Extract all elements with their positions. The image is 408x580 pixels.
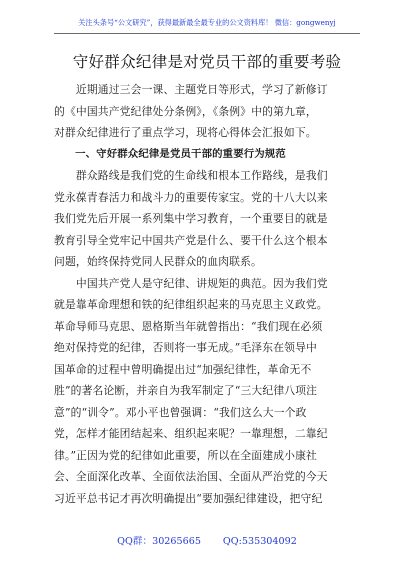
body-line: 革命导师马克思、恩格斯当年就曾指出：“我们现在必须: [54, 319, 323, 333]
footer-contact: [54, 536, 360, 548]
body-line: 胜”的著名论断，并亲自为我军制定了“三大纪律八项注: [54, 384, 318, 397]
body-line: 教育引导全党牢记中国共产党是什么、要干什么这个根本: [54, 233, 328, 247]
section-heading: 一、守好群众纪律是党员干部的重要行为规范: [54, 147, 286, 160]
body-line: 近期通过三会一课、主题党日等形式，学习了新修订: [54, 83, 328, 96]
body-line: 绝对保持党的纪律，否则将一事无成。”毛泽东在领导中: [54, 341, 317, 354]
document-body: [54, 79, 360, 509]
body-line: 律。”正因为党的纪律如此重要，所以在全面建成小康社: [54, 448, 317, 462]
body-line: 我们党先后开展一系列集中学习教育，一个重要目的就是: [54, 212, 328, 225]
body-line: 群众路线是我们党的生命线和根本工作路线，是我们: [54, 169, 328, 182]
footer-qq: QQ:535304092: [222, 536, 297, 547]
document-title: 守好群众纪律是对党员干部的重要考验: [72, 53, 342, 71]
footer-qq-group: QQ群：30265665: [117, 536, 201, 547]
body-line: 习近平总书记才再次明确提出“要加强纪律建设，把守纪: [54, 491, 323, 505]
body-line: 党永葆青春活力和战斗力的重要传家宝。党的十八大以来: [54, 190, 328, 204]
body-line: 问题，始终保持党同人民群众的血肉联系。: [54, 255, 262, 268]
body-line: 对群众纪律进行了重点学习，现将心得体会汇报如下。: [54, 126, 317, 139]
body-line: 党，怎样才能团结起来、组织起来呢？一靠理想，二靠纪: [54, 427, 328, 440]
body-line: 意”的“训令”。邓小平也曾强调：“我们这么大一个政: [54, 405, 307, 419]
body-line: 国革命的过程中曾明确提出过“加强纪律性，革命无不: [54, 362, 312, 376]
body-line: 就是靠革命理想和铁的纪律组织起来的马克思主义政党。: [54, 298, 328, 311]
header-banner: 关注头条号“公文研究”，获得最新最全最专业的公文资料库！ 微信：gongwenyj: [78, 18, 336, 27]
body-line: 会、全面深化改革、全面依法治国、全面从严治党的今天: [54, 470, 328, 483]
body-line: 的《中国共产党纪律处分条例》，《条例》中的第九章，: [54, 104, 317, 118]
body-line: 中国共产党人是守纪律、讲规矩的典范。因为我们党: [54, 276, 328, 290]
header-divider: [54, 33, 360, 34]
